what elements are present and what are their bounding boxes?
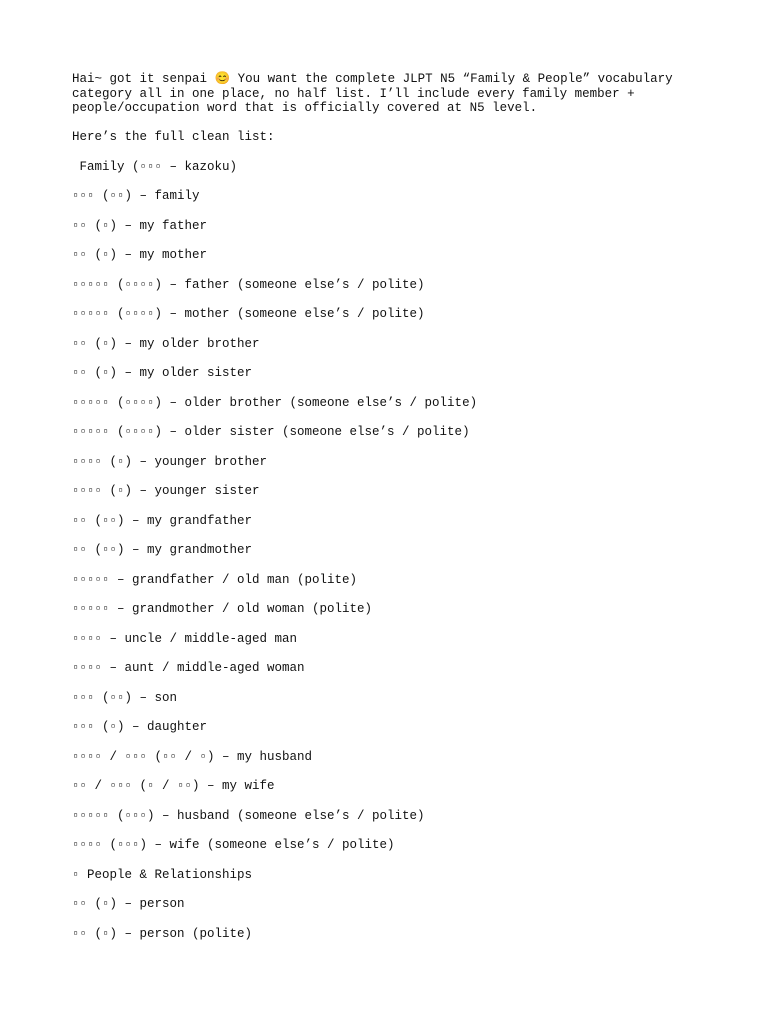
family-item: ▫▫▫▫▫ (▫▫▫▫) – older sister (someone else’s / polite) (72, 425, 470, 440)
people-item: ▫▫ (▫) – person (polite) (72, 926, 253, 941)
document-page (72, 72, 712, 942)
family-item: ▫▫ (▫▫) – my grandmother (72, 543, 253, 558)
family-item: ▫▫▫▫▫ (▫▫▫) – husband (someone else’s / polite) (72, 808, 425, 823)
family-item: ▫▫▫ (▫) – daughter (72, 720, 208, 735)
family-item: ▫▫ (▫) – my father (72, 218, 208, 233)
family-item: ▫▫▫▫ – uncle / middle-aged man (72, 631, 298, 646)
intro-paragraph (72, 72, 712, 116)
family-item: ▫▫▫▫▫ (▫▫▫▫) – older brother (someone else’s / polite) (72, 395, 478, 410)
intro-line-1: Hai~ got it senpai 😊 You want the complete JLPT N5 “Family & People” vocabulary (72, 72, 673, 86)
family-item: ▫▫ (▫▫) – my grandfather (72, 513, 253, 528)
people-heading: ▫ People & Relationships (72, 867, 253, 882)
family-item: ▫▫▫▫▫ – grandfather / old man (polite) (72, 572, 358, 587)
family-item: ▫▫▫▫ – aunt / middle-aged woman (72, 661, 305, 676)
people-item: ▫▫ (▫) – person (72, 897, 185, 912)
intro-line-3: people/occupation word that is officially covered at N5 level. (72, 101, 538, 116)
family-item: ▫▫▫▫ (▫▫▫) – wife (someone else’s / polite) (72, 838, 395, 853)
family-item: ▫▫▫ (▫▫) – son (72, 690, 178, 705)
family-item: ▫▫▫▫▫ (▫▫▫▫) – mother (someone else’s / polite) (72, 307, 425, 322)
intro-line-2: category all in one place, no half list. I’ll include every family member + (72, 86, 635, 101)
family-item: ▫▫ (▫) – my older brother (72, 336, 260, 351)
family-item: ▫▫ / ▫▫▫ (▫ / ▫▫) – my wife (72, 779, 275, 794)
family-item: ▫▫▫▫ (▫) – younger sister (72, 484, 260, 499)
family-item: ▫▫▫ (▫▫) – family (72, 189, 200, 204)
family-item: ▫▫▫▫▫ – grandmother / old woman (polite) (72, 602, 373, 617)
family-heading: Family (▫▫▫ – kazoku) (72, 159, 238, 174)
family-item: ▫▫ (▫) – my mother (72, 248, 208, 263)
family-item: ▫▫ (▫) – my older sister (72, 366, 253, 381)
family-item: ▫▫▫▫▫ (▫▫▫▫) – father (someone else’s / polite) (72, 277, 425, 292)
family-item: ▫▫▫▫ / ▫▫▫ (▫▫ / ▫) – my husband (72, 749, 313, 764)
subtitle: Here’s the full clean list: (72, 130, 275, 145)
family-item: ▫▫▫▫ (▫) – younger brother (72, 454, 268, 469)
